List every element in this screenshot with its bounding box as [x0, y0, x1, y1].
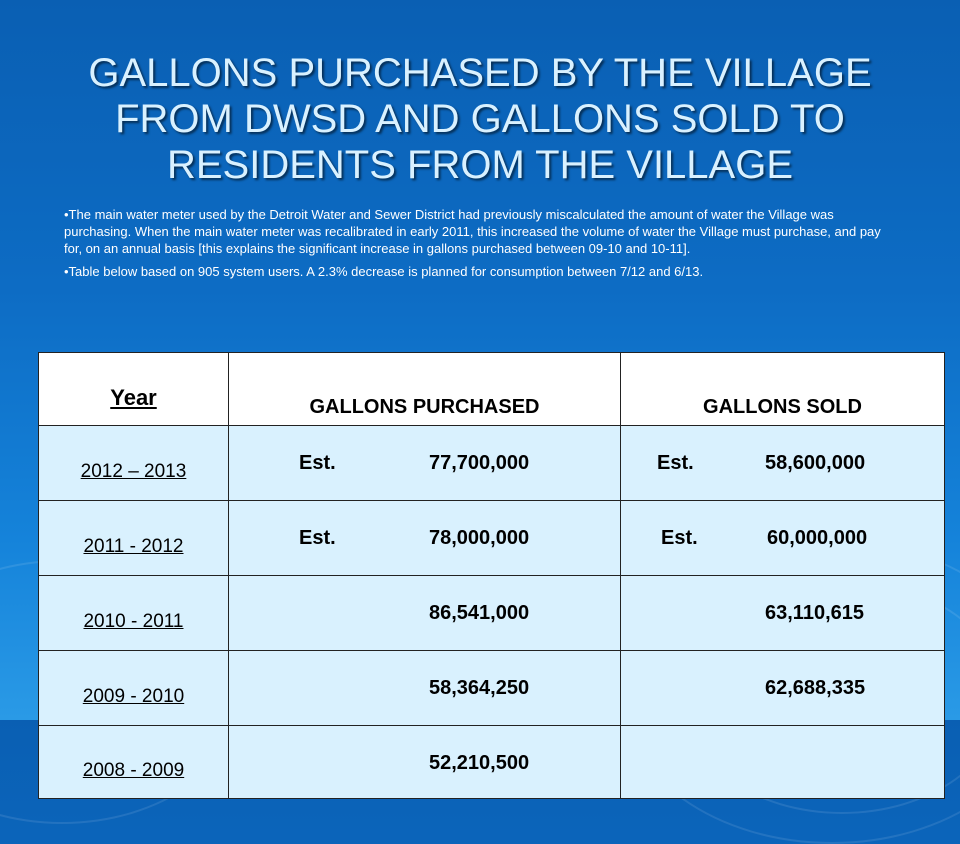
estimate-label: Est.: [661, 527, 698, 549]
gallons-purchased-value: 77,700,000: [429, 452, 530, 474]
estimate-label: Est.: [299, 452, 336, 474]
year-cell: 2008 - 2009: [39, 726, 229, 799]
year-cell: 2012 – 2013: [39, 426, 229, 501]
sold-cell: [621, 726, 945, 799]
gallons-sold-value: 60,000,000: [767, 527, 868, 549]
header-gallons-sold: GALLONS SOLD: [621, 353, 945, 426]
header-gallons-purchased: GALLONS PURCHASED: [229, 353, 621, 426]
estimate-label: Est.: [299, 527, 336, 549]
gallons-purchased-value: 52,210,500: [429, 752, 530, 774]
year-cell: 2011 - 2012: [39, 501, 229, 576]
table-row: [39, 651, 945, 726]
table-row: [39, 426, 945, 501]
purchased-cell: [229, 726, 621, 799]
sold-cell: [621, 501, 945, 576]
table-row: [39, 501, 945, 576]
estimate-label: Est.: [657, 452, 694, 474]
sold-cell: [621, 426, 945, 501]
table-row: [39, 726, 945, 799]
bullet-list: [64, 206, 894, 286]
slide-title: GALLONS PURCHASED BY THE VILLAGE FROM DWSD AND GALLONS SOLD TO RESIDENTS FROM THE VILLAGE: [88, 51, 872, 187]
table-header-row: [39, 353, 945, 426]
gallons-sold-value: 63,110,615: [765, 602, 864, 624]
gallons-sold-value: 62,688,335: [765, 677, 866, 699]
purchased-cell: [229, 501, 621, 576]
bullet-item: •Table below based on 905 system users. A 2.3% decrease is planned for consumption between 7/12 and 6/13.: [64, 264, 704, 279]
year-cell: 2009 - 2010: [39, 651, 229, 726]
purchased-cell: [229, 576, 621, 651]
sold-cell: [621, 651, 945, 726]
gallons-sold-value: 58,600,000: [765, 452, 866, 474]
header-year: Year: [39, 353, 229, 426]
gallons-purchased-value: 86,541,000: [429, 602, 530, 624]
gallons-table: [38, 352, 945, 799]
gallons-purchased-value: 58,364,250: [429, 677, 530, 699]
bullet-item: •The main water meter used by the Detroit Water and Sewer District had previously miscalculated the amount of water the Village was purchasing. When the main water meter was recalibrated in early 2011, this increased the volume of water the Village must purchase, and pay for, on an annual basis [this explains the significant increase in gallons purchased between 09-10 and 10-11].: [64, 207, 881, 256]
purchased-cell: [229, 651, 621, 726]
table-row: [39, 576, 945, 651]
purchased-cell: [229, 426, 621, 501]
year-cell: 2010 - 2011: [39, 576, 229, 651]
gallons-purchased-value: 78,000,000: [429, 527, 530, 549]
sold-cell: [621, 576, 945, 651]
